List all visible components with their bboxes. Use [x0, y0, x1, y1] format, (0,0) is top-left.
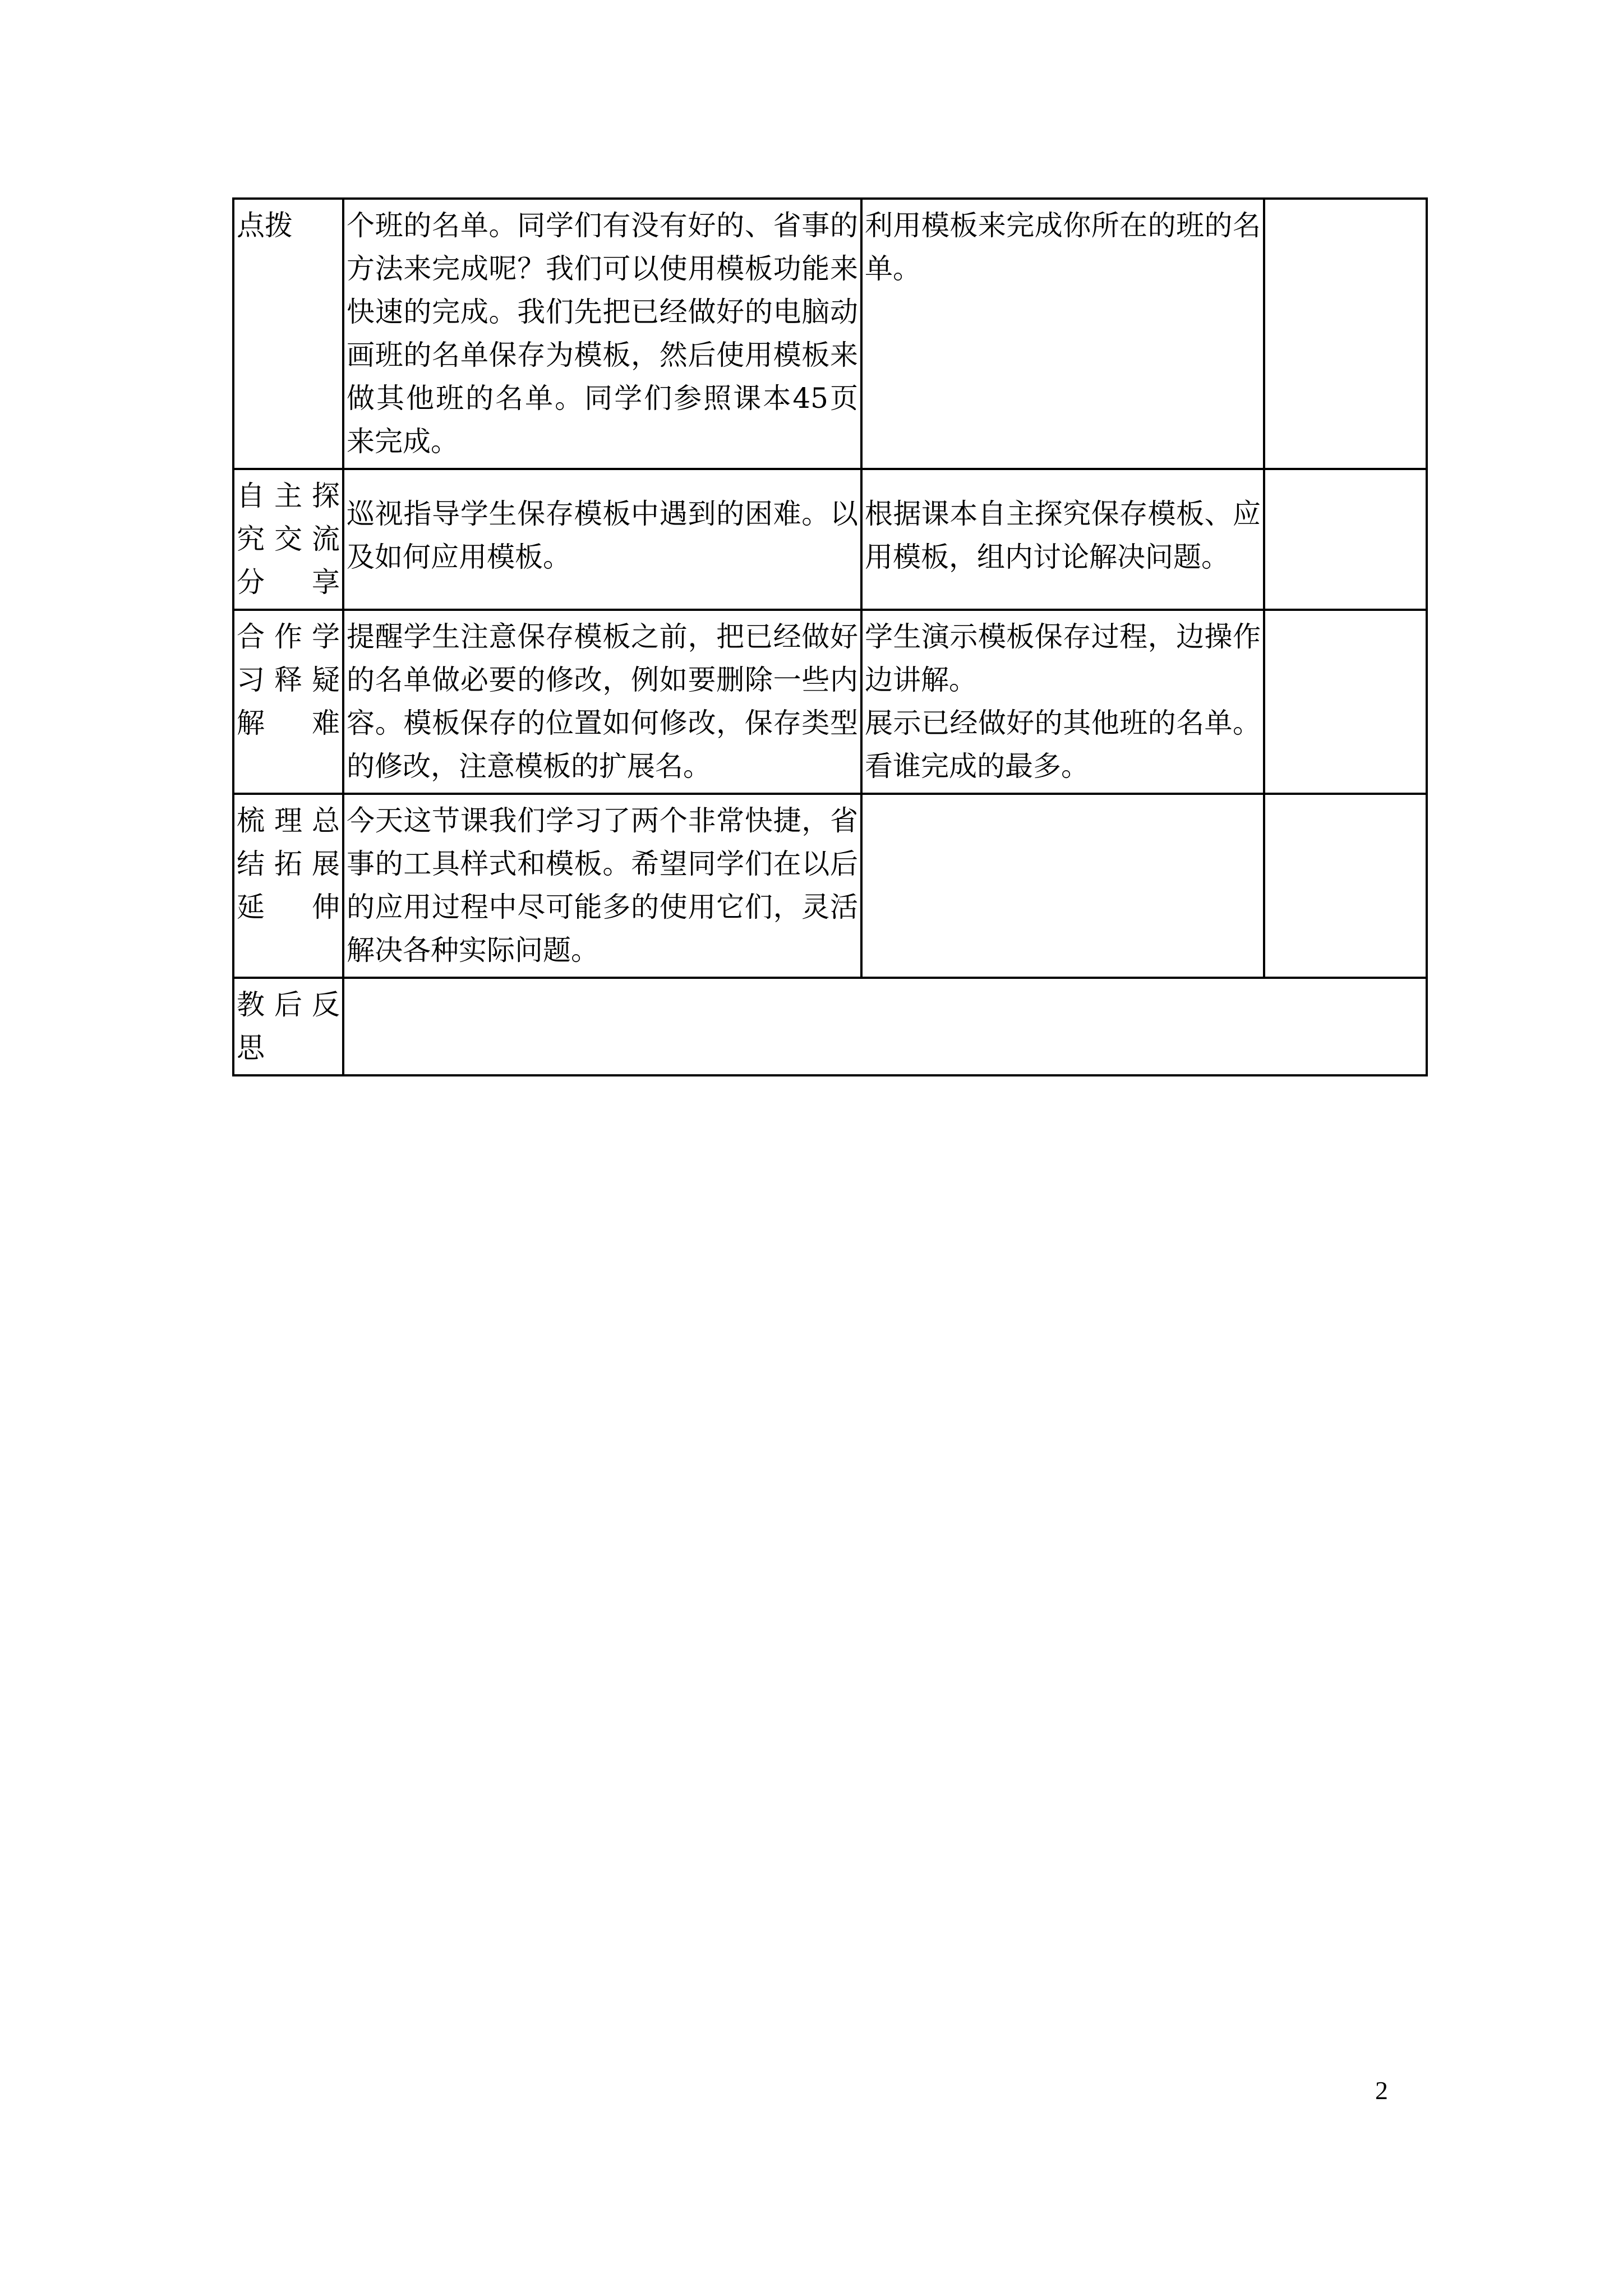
teacher-activity: 巡视指导学生保存模板中遇到的困难。以及如何应用模板。	[343, 469, 861, 610]
notes-cell	[1264, 794, 1427, 978]
teacher-activity: 今天这节课我们学习了两个非常快捷，省事的工具样式和模板。希望同学们在以后的应用过程中尽可能多的使用它们，灵活解决各种实际问题。	[343, 794, 861, 978]
notes-cell	[1264, 469, 1427, 610]
reflection-content	[343, 978, 1427, 1075]
table-row	[233, 469, 1427, 610]
table-row	[233, 199, 1427, 469]
notes-cell	[1264, 199, 1427, 469]
stage-label: 合作学习释疑解难	[233, 610, 343, 794]
student-activity-line: 展示已经做好的其他班的名单。看谁完成的最多。	[865, 707, 1261, 783]
table-row	[233, 978, 1427, 1075]
student-activity: 利用模板来完成你所在的班的名单。	[861, 199, 1264, 469]
stage-label: 自主探究交流分享	[233, 469, 343, 610]
student-activity-line: 学生演示模板保存过程，边操作边讲解。	[865, 620, 1261, 696]
student-activity	[861, 794, 1264, 978]
student-activity	[861, 610, 1264, 794]
lesson-plan-table	[232, 197, 1428, 1076]
reflection-label: 教后反思	[233, 978, 343, 1075]
table-row	[233, 610, 1427, 794]
stage-label: 点拨	[233, 199, 343, 469]
teacher-activity: 提醒学生注意保存模板之前，把已经做好的名单做必要的修改，例如要删除一些内容。模板保存的位置如何修改，保存类型的修改，注意模板的扩展名。	[343, 610, 861, 794]
teacher-activity: 个班的名单。同学们有没有好的、省事的方法来完成呢？我们可以使用模板功能来快速的完成。我们先把已经做好的电脑动画班的名单保存为模板，然后使用模板来做其他班的名单。同学们参照课本45页来完成。	[343, 199, 861, 469]
page-number: 2	[1375, 2076, 1388, 2105]
table-row	[233, 794, 1427, 978]
stage-label: 梳理总结拓展延伸	[233, 794, 343, 978]
notes-cell	[1264, 610, 1427, 794]
student-activity: 根据课本自主探究保存模板、应用模板，组内讨论解决问题。	[861, 469, 1264, 610]
